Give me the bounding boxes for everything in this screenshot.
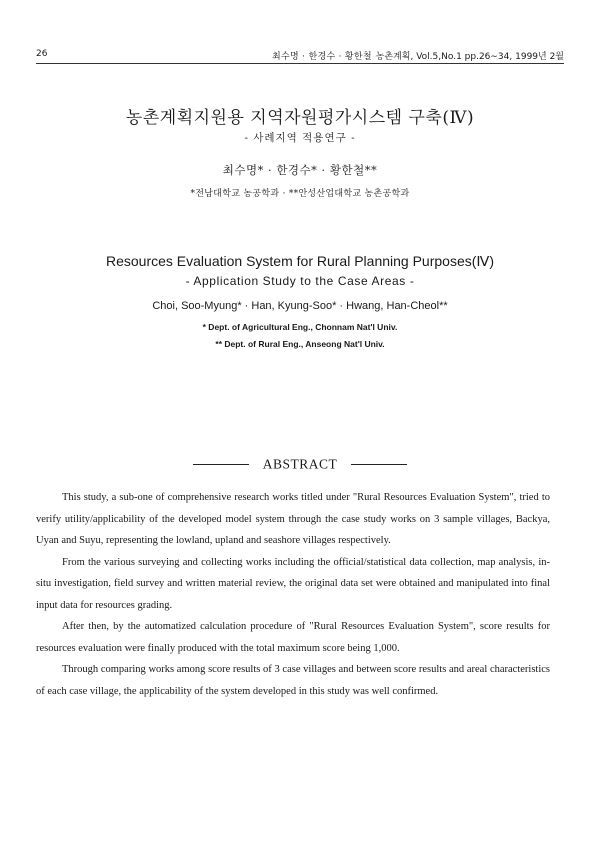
- english-affiliation-1: * Dept. of Agricultural Eng., Chonnam Nat'l Univ.: [202, 322, 398, 332]
- header-journal-citation: 농촌계획, Vol.5,No.1 pp.26∼34, 1999년 2월: [375, 52, 564, 62]
- english-affiliation-2: ** Dept. of Rural Eng., Anseong Nat'l Univ.: [215, 339, 385, 349]
- abstract-rule-right: [351, 464, 407, 465]
- english-title: Resources Evaluation System for Rural Planning Purposes(Ⅳ): [106, 253, 494, 269]
- abstract-body: [36, 487, 550, 702]
- page-number: 26: [36, 49, 48, 59]
- abstract-paragraph: This study, a sub-one of comprehensive research works titled under "Rural Resources Evaluation System", tried to verify utility/applicability of the developed model system through the case study works on 3 sample villages, Backya, Uyan and Suyu, representing the lowland, upland and seashore villages respectively.: [36, 492, 550, 546]
- abstract-heading-label: ABSTRACT: [262, 456, 338, 472]
- korean-subtitle: - 사례지역 적용연구 -: [244, 132, 356, 144]
- korean-affiliations: *전남대학교 농공학과 · **안성산업대학교 농촌공학과: [190, 189, 410, 199]
- abstract-paragraph: From the various surveying and collecting works including the official/statistical data collection, map analysis, in-situ investigation, field survey and written material review, the original data set were obtained and manipulated into final input data for resources grading.: [36, 556, 550, 611]
- abstract-paragraph: After then, by the automatized calculation procedure of "Rural Resources Evaluation System", score results for resources evaluation were finally produced with the total maximum score being 1,000.: [36, 621, 550, 654]
- abstract-paragraph: Through comparing works among score results of 3 case villages and between score results and areal characteristics of each case village, the applicability of the system developed in this study was well confirmed.: [36, 664, 550, 697]
- korean-title: 농촌계획지원용 지역자원평가시스템 구축(Ⅳ): [125, 108, 475, 128]
- abstract-heading: [0, 455, 600, 473]
- abstract-rule-left: [193, 464, 249, 465]
- korean-authors: 최수명* · 한경수* · 황한철**: [222, 163, 378, 177]
- header-authors: 최수명 · 한경수 · 황한철: [272, 52, 372, 62]
- header-divider: [36, 63, 564, 64]
- english-subtitle: - Application Study to the Case Areas -: [185, 274, 415, 288]
- english-authors: Choi, Soo-Myung* · Han, Kyung-Soo* · Hwang, Han-Cheol**: [152, 300, 448, 312]
